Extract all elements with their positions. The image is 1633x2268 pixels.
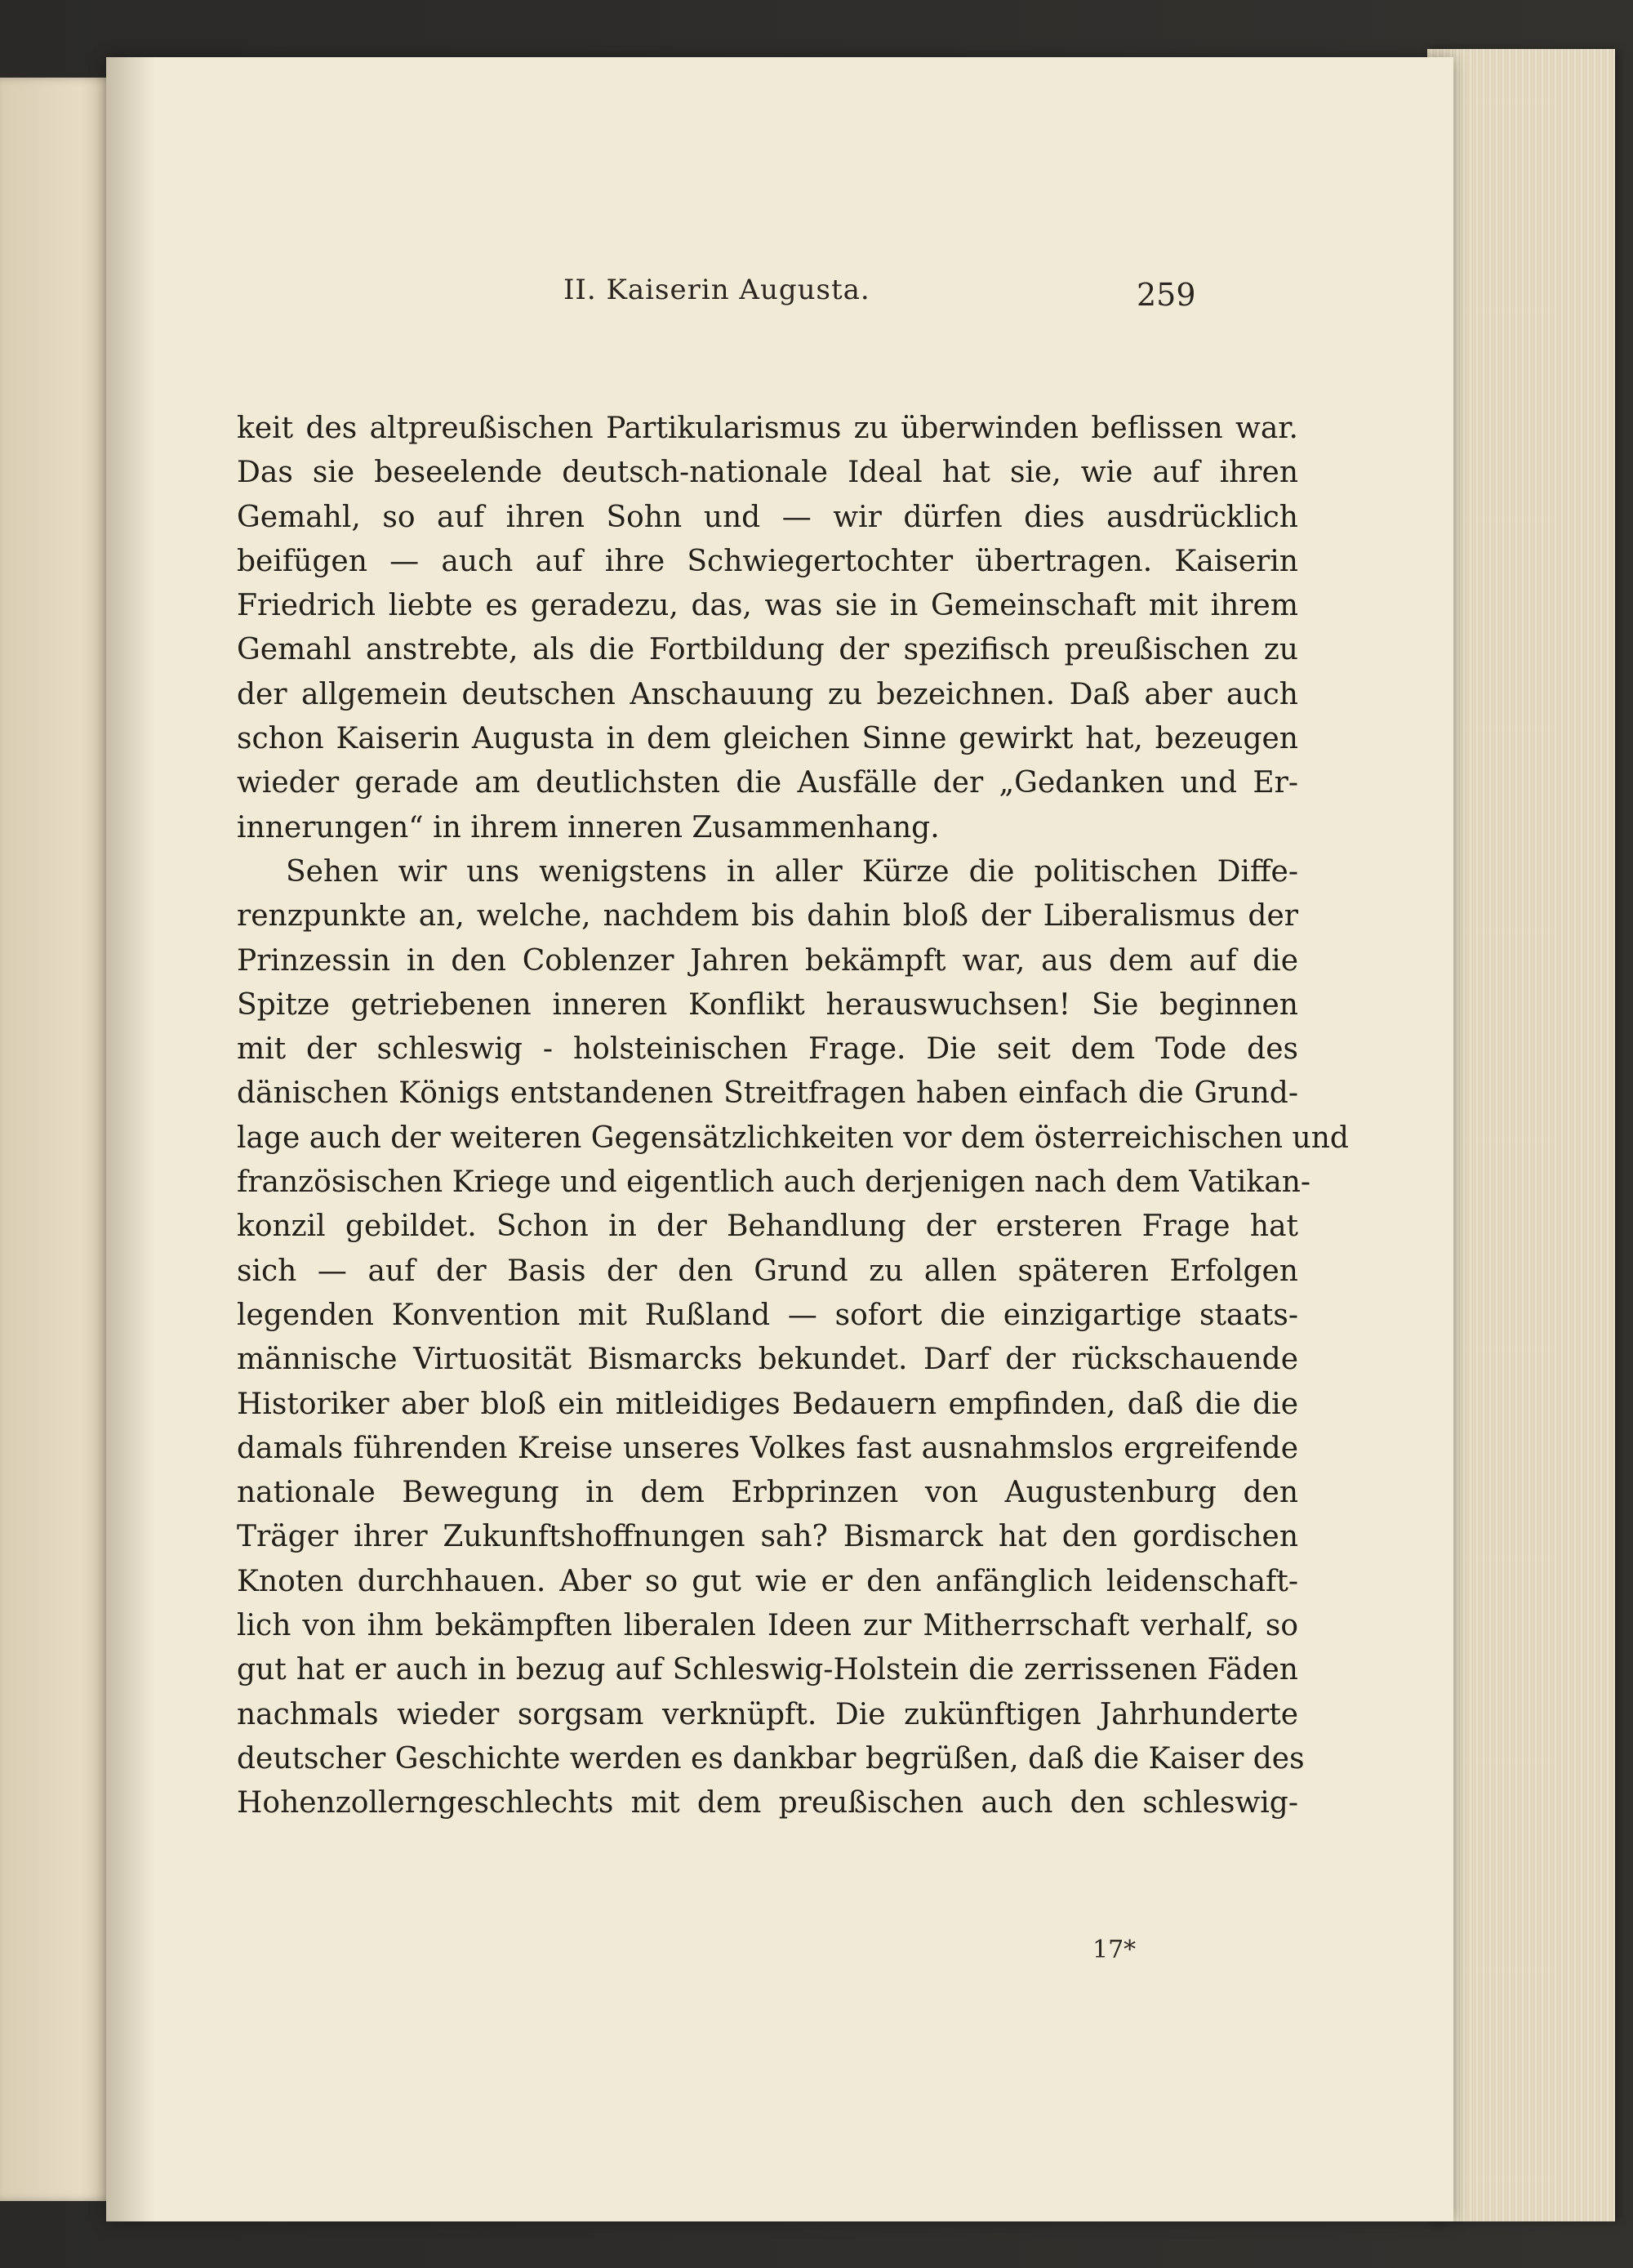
text-line: Prinzessin in den Coblenzer Jahren bekämpft war, aus dem auf die [237, 943, 1298, 978]
text-line: Spitze getriebenen inneren Konflikt herauswuchsen! Sie beginnen [237, 987, 1298, 1022]
page-stack-edge [1427, 49, 1615, 2221]
text-line: keit des altpreußischen Partikularismus zu überwinden beflissen war. [237, 412, 1298, 445]
text-line: wieder gerade am deutlichsten die Ausfälle der „Gedanken und Er- [237, 766, 1298, 800]
text-line: legenden Konvention mit Rußland — sofort die einzigartige staats- [237, 1298, 1298, 1332]
text-line: Friedrich liebte es geradezu, das, was sie in Gemeinschaft mit ihrem [237, 589, 1298, 623]
text-line: nachmals wieder sorgsam verknüpft. Die zukünftigen Jahrhunderte [237, 1697, 1298, 1731]
text-line: schon Kaiserin Augusta in dem gleichen Sinne gewirkt hat, bezeugen [237, 722, 1298, 756]
text-line: Träger ihrer Zukunftshoffnungen sah? Bismarck hat den gordischen [237, 1520, 1298, 1554]
text-line: nationale Bewegung in dem Erbprinzen von Augustenburg den [237, 1476, 1298, 1510]
text-line: deutscher Geschichte werden es dankbar begrüßen, daß die Kaiser des [237, 1741, 1305, 1776]
text-line: Das sie beseelende deutsch-nationale Ideal hat sie, wie auf ihren [237, 456, 1298, 490]
text-line: lich von ihm bekämpften liberalen Ideen zur Mitherrschaft verhalf, so [237, 1609, 1298, 1643]
previous-page-edge [0, 78, 114, 2201]
text-line: der allgemein deutschen Anschauung zu bezeichnen. Daß aber auch [237, 677, 1298, 711]
text-line: Knoten durchhauen. Aber so gut wie er den anfänglich leidenschaft- [237, 1564, 1298, 1598]
text-line: männische Virtuosität Bismarcks bekundet. Darf der rückschauende [237, 1343, 1298, 1377]
text-line: Sehen wir uns wenigstens in aller Kürze die politischen Diffe- [286, 854, 1298, 889]
text-line: sich — auf der Basis der den Grund zu allen späteren Erfolgen [237, 1254, 1298, 1288]
page-header [106, 274, 1453, 323]
text-line: Gemahl, so auf ihren Sohn und — wir dürfen dies ausdrücklich [237, 500, 1298, 534]
signature-mark: 17* [1092, 1936, 1137, 1964]
book-page [106, 57, 1453, 2221]
text-line: dänischen Königs entstandenen Streitfragen haben einfach die Grund- [237, 1076, 1298, 1111]
running-head: II. Kaiserin Augusta. [563, 274, 870, 306]
text-line: mit der schleswig - holsteinischen Frage. Die seit dem Tode des [237, 1032, 1298, 1067]
page-number: 259 [1137, 277, 1196, 313]
text-line: Hohenzollerngeschlechts mit dem preußischen auch den schleswig- [237, 1786, 1298, 1820]
text-line: innerungen“ in ihrem inneren Zusammenhang. [237, 810, 940, 844]
text-line: Gemahl anstrebte, als die Fortbildung der spezifisch preußischen zu [237, 633, 1298, 667]
text-line: renzpunkte an, welche, nachdem bis dahin bloß der Liberalismus der [237, 899, 1298, 933]
text-line: konzil gebildet. Schon in der Behandlung der ersteren Frage hat [237, 1210, 1298, 1244]
text-line: französischen Kriege und eigentlich auch derjenigen nach dem Vatikan- [237, 1165, 1311, 1200]
text-line: beifügen — auch auf ihre Schwiegertochter übertragen. Kaiserin [237, 544, 1298, 578]
text-line: damals führenden Kreise unseres Volkes fast ausnahmslos ergreifende [237, 1431, 1298, 1465]
text-line: Historiker aber bloß ein mitleidiges Bedauern empfinden, daß die die [237, 1387, 1298, 1421]
text-line: gut hat er auch in bezug auf Schleswig-Holstein die zerrissenen Fäden [237, 1653, 1298, 1687]
body-text [237, 407, 1349, 1826]
text-line: lage auch der weiteren Gegensätzlichkeiten vor dem österreichischen und [237, 1121, 1349, 1155]
